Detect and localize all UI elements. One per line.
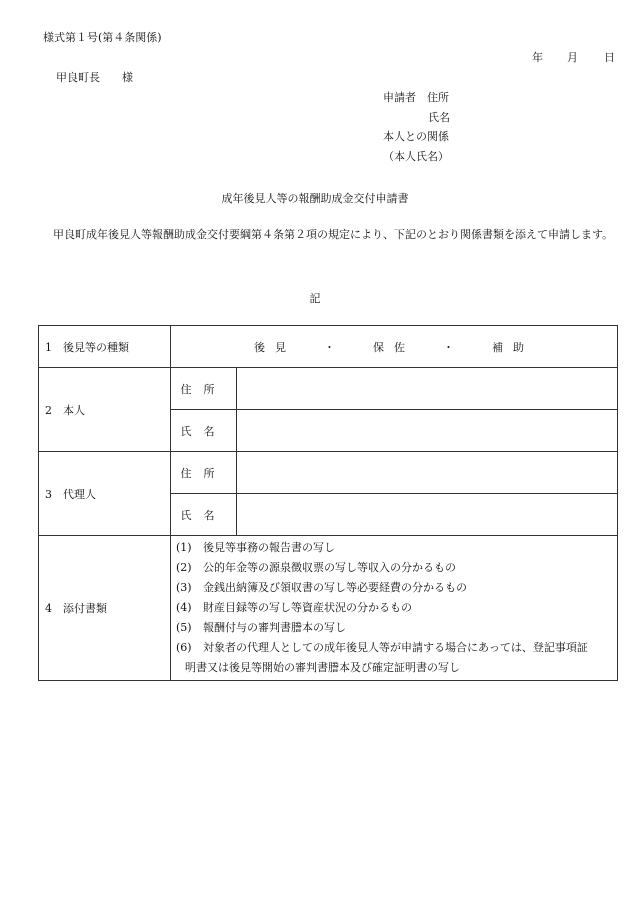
table-row: [39, 536, 618, 681]
date-line: [532, 49, 615, 65]
agent-name-label: 氏名: [171, 494, 237, 536]
addressee: 甲良町長 様: [56, 71, 133, 84]
list-item-continuation: 明書又は後見等開始の審判書謄本及び確定証明書の写し: [185, 661, 460, 674]
ki-heading: 記: [309, 292, 321, 305]
applicant-address-label: 申請者 住所: [383, 91, 449, 104]
list-item: (5) 報酬付与の審判書謄本の写し: [176, 621, 346, 634]
guardian-type-label: 1 後見等の種類: [39, 326, 171, 368]
principal-name-label: 氏名: [171, 410, 237, 452]
application-table: [38, 325, 618, 681]
option-guardian[interactable]: 後見: [254, 340, 296, 354]
list-item: (1) 後見等事務の報告書の写し: [176, 541, 335, 554]
applicant-name-label: 氏名: [428, 111, 450, 124]
document-body: 甲良町成年後見人等報酬助成金交付要綱第４条第２項の規定により、下記のとおり関係書類を添えて申請します。: [53, 228, 614, 241]
agent-address-field[interactable]: [237, 452, 618, 494]
agent-address-label: 住所: [171, 452, 237, 494]
principal-name-field[interactable]: [237, 410, 618, 452]
guardian-type-options[interactable]: [171, 326, 618, 368]
list-item: (4) 財産目録等の写し等資産状況の分かるもの: [176, 601, 412, 614]
list-item: (3) 金銭出納簿及び領収書の写し等必要経費の分かるもの: [176, 581, 467, 594]
attachments-list: [171, 536, 618, 681]
date-month: 月: [567, 51, 578, 64]
attachments-label: 4 添付書類: [39, 536, 171, 681]
list-item: (6) 対象者の代理人としての成年後見人等が申請する場合にあっては、登記事項証: [176, 641, 588, 654]
date-year: 年: [532, 51, 543, 64]
table-row: [39, 326, 618, 368]
agent-name-field[interactable]: [237, 494, 618, 536]
table-row: [39, 452, 618, 494]
agent-label: 3 代理人: [39, 452, 171, 536]
principal-address-label: 住所: [171, 368, 237, 410]
principal-address-field[interactable]: [237, 368, 618, 410]
applicant-person-name-label: （本人氏名）: [383, 150, 449, 163]
option-assistant[interactable]: 補助: [492, 340, 534, 354]
form-number: 様式第１号(第４条関係): [43, 31, 162, 44]
principal-label: 2 本人: [39, 368, 171, 452]
option-curator[interactable]: 保佐: [373, 340, 415, 354]
document-title: 成年後見人等の報酬助成金交付申請書: [221, 192, 409, 205]
applicant-relation-label: 本人との関係: [383, 130, 449, 143]
list-item: (2) 公的年金等の源泉徴収票の写し等収入の分かるもの: [176, 561, 456, 574]
date-day: 日: [604, 51, 615, 64]
option-separator: ・: [443, 340, 464, 354]
option-separator: ・: [324, 340, 345, 354]
table-row: [39, 368, 618, 410]
